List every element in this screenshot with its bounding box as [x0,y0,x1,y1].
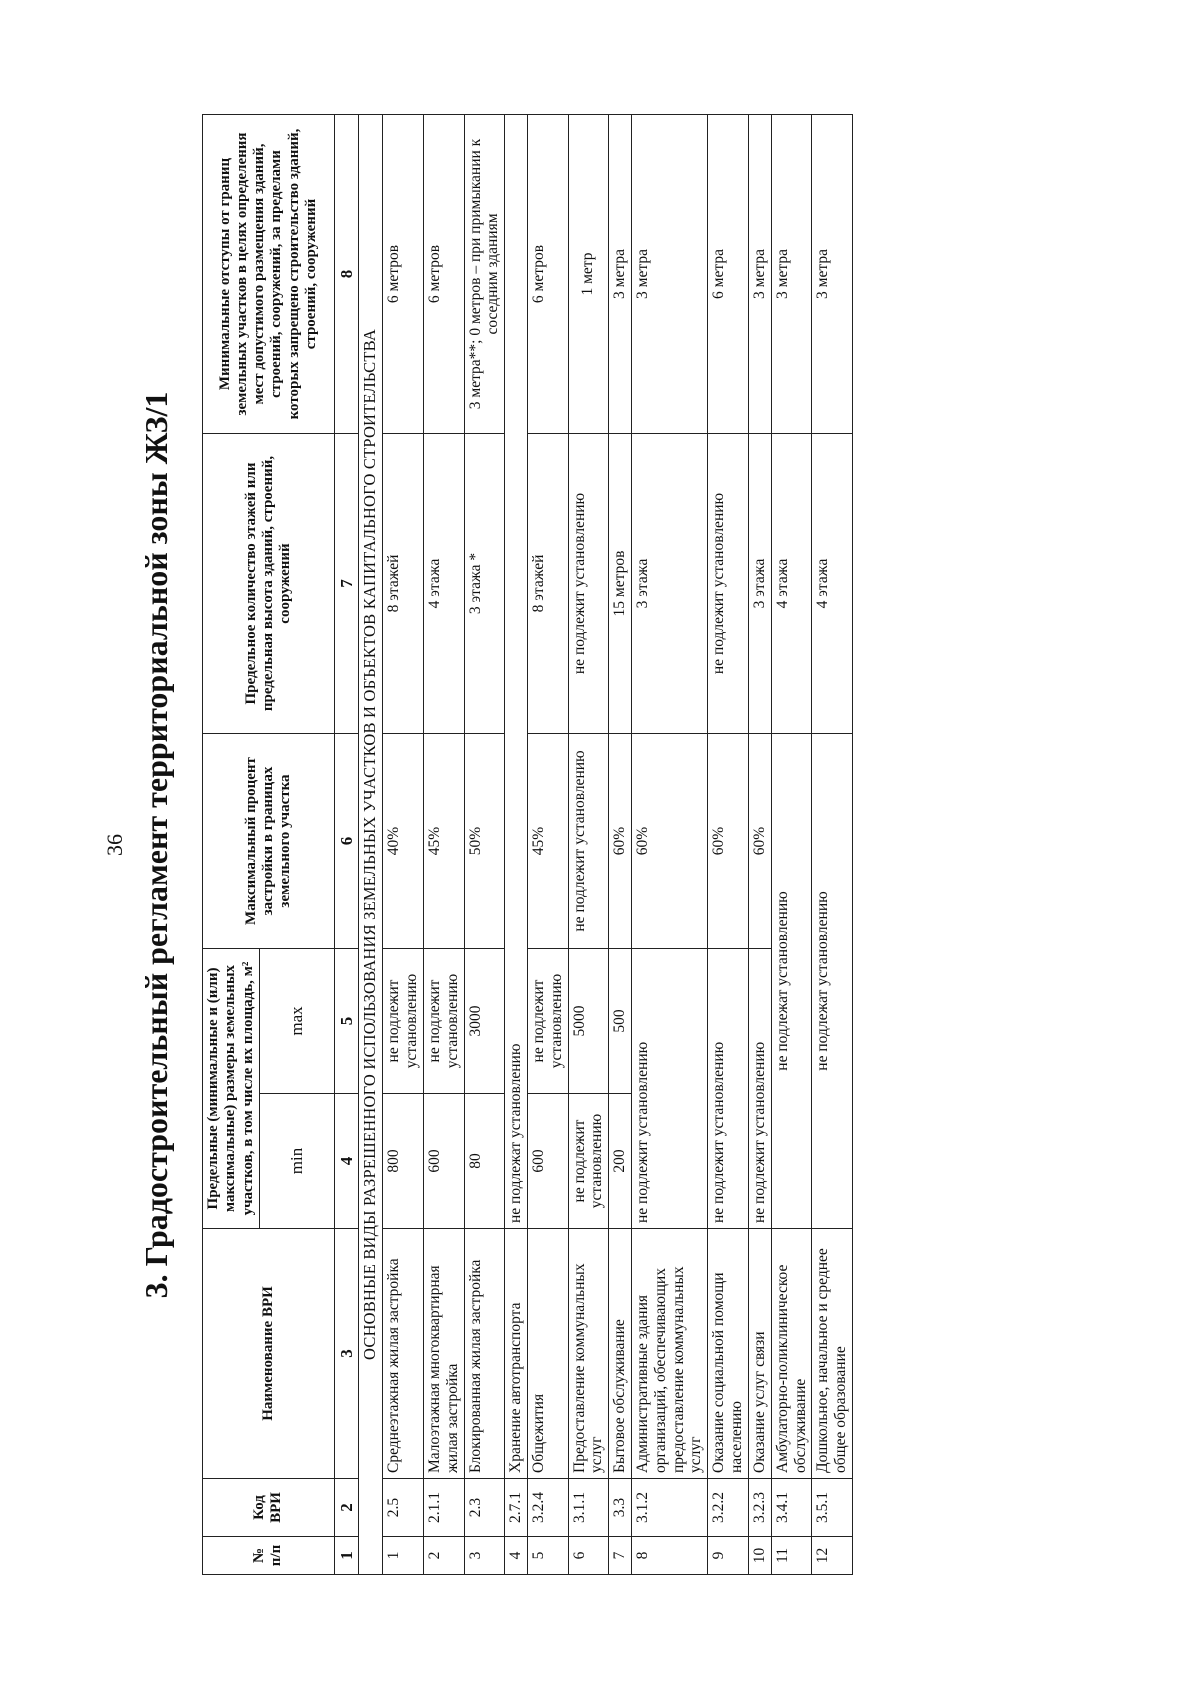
col-header-name: Наименование ВРИ [203,1229,335,1479]
row-setback: 3 метра [771,115,812,434]
col-header-floors: Предельное количество этажей или предельная высота зданий, строений, сооружений [203,434,335,734]
row-code: 2.7.1 [505,1479,528,1537]
rotated-page [90,110,1090,1580]
row-name: Оказание услуг связи [748,1229,771,1479]
row-number: 7 [609,1537,632,1575]
row-setback: 6 метров [527,115,568,434]
table-row [464,115,505,1575]
row-max: 3000 [464,949,505,1094]
col-number: 5 [334,949,359,1094]
col-number: 2 [334,1479,359,1537]
row-floors: 15 метров [609,434,632,734]
row-number: 11 [771,1537,812,1575]
row-minmax: не подлежит установлению [632,949,708,1229]
row-minmaxpct: не подлежат установлению [812,734,853,1229]
row-code: 3.2.2 [708,1479,749,1537]
column-number-row [334,115,359,1575]
row-setback: 6 метров [383,115,424,434]
header-row [203,115,260,1575]
row-max: не подлежит установлению [383,949,424,1094]
table-row [609,115,632,1575]
row-setback: 3 метра [632,115,708,434]
row-code: 3.2.3 [748,1479,771,1537]
row-setback: 3 метра [609,115,632,434]
row-percent: 60% [708,734,749,949]
row-minmaxpct: не подлежат установлению [771,734,812,1229]
table-row [568,115,609,1575]
regulation-table [202,114,853,1575]
row-merged-values: не подлежат установлению [505,115,528,1229]
row-minmax: не подлежит установлению [748,949,771,1229]
row-code: 3.2.4 [527,1479,568,1537]
row-code: 3.5.1 [812,1479,853,1537]
row-number: 10 [748,1537,771,1575]
col-header-min: min [259,1094,334,1229]
row-percent: 50% [464,734,505,949]
row-number: 6 [568,1537,609,1575]
row-max: 5000 [568,949,609,1094]
page-title: 3. Градостроительный регламент территориальной зоны ЖЗ/1 [138,391,174,1299]
row-percent: не подлежит установлению [568,734,609,949]
row-floors: не подлежит установлению [568,434,609,734]
row-number: 4 [505,1537,528,1575]
table-row [527,115,568,1575]
col-number: 4 [334,1094,359,1229]
col-header-setback: Минимальные отступы от границ земельных участков в целях определения мест допустимого размещения зданий, строений, сооружений, за пределами которых запрещено строительство зданий, строений, сооружений [203,115,335,434]
row-minmax: не подлежит установлению [708,949,749,1229]
col-header-percent: Максимальный процент застройки в границах земельного участка [203,734,335,949]
col-number: 6 [334,734,359,949]
table-row [505,115,528,1575]
row-number: 8 [632,1537,708,1575]
row-setback: 3 метра [812,115,853,434]
col-header-max: max [259,949,334,1094]
row-number: 2 [423,1537,464,1575]
row-floors: 4 этажа [812,434,853,734]
section-row [359,115,383,1575]
row-name: Общежития [527,1229,568,1479]
row-number: 5 [527,1537,568,1575]
row-max: не подлежит установлению [527,949,568,1094]
table-row [383,115,424,1575]
col-number: 8 [334,115,359,434]
section-title: ОСНОВНЫЕ ВИДЫ РАЗРЕШЕННОГО ИСПОЛЬЗОВАНИЯ ЗЕМЕЛЬНЫХ УЧАСТКОВ И ОБЪЕКТОВ КАПИТАЛЬНОГО СТРОИТЕЛЬСТВА [359,115,383,1575]
table-row [708,115,749,1575]
row-name: Среднеэтажная жилая застройка [383,1229,424,1479]
row-name: Малоэтажная многоквартирная жилая застройка [423,1229,464,1479]
row-min: 800 [383,1094,424,1229]
row-floors: 3 этажа [632,434,708,734]
row-percent: 40% [383,734,424,949]
row-name: Предоставление коммунальных услуг [568,1229,609,1479]
row-floors: 4 этажа [423,434,464,734]
table-row [748,115,771,1575]
row-code: 2.5 [383,1479,424,1537]
table-row [812,115,853,1575]
row-min: 600 [423,1094,464,1229]
row-min: 80 [464,1094,505,1229]
col-header-size: Предельные (минимальные и (или) максимальные) размеры земельных участков, в том числе их площадь, м² [203,949,260,1229]
row-floors: 4 этажа [771,434,812,734]
row-code: 3.1.1 [568,1479,609,1537]
row-max: 500 [609,949,632,1094]
row-name: Административные здания организаций, обеспечивающих предоставление коммунальных услуг [632,1229,708,1479]
row-min: 600 [527,1094,568,1229]
row-percent: 60% [748,734,771,949]
page-number: 36 [102,834,127,856]
row-setback: 6 метра [708,115,749,434]
row-name: Блокированная жилая застройка [464,1229,505,1479]
col-number: 7 [334,434,359,734]
row-floors: не подлежит установлению [708,434,749,734]
row-floors: 3 этажа * [464,434,505,734]
row-code: 2.1.1 [423,1479,464,1537]
row-setback: 6 метров [423,115,464,434]
table-row [423,115,464,1575]
row-number: 1 [383,1537,424,1575]
row-min: не подлежит установлению [568,1094,609,1229]
row-code: 3.1.2 [632,1479,708,1537]
row-percent: 45% [527,734,568,949]
row-number: 3 [464,1537,505,1575]
row-setback: 3 метра**; 0 метров – при примыкании к соседним зданиям [464,115,505,434]
row-name: Дошкольное, начальное и среднее общее образование [812,1229,853,1479]
row-number: 12 [812,1537,853,1575]
row-percent: 45% [423,734,464,949]
table-row [632,115,708,1575]
row-floors: 3 этажа [748,434,771,734]
row-max: не подлежит установлению [423,949,464,1094]
row-percent: 60% [632,734,708,949]
row-floors: 8 этажей [383,434,424,734]
row-floors: 8 этажей [527,434,568,734]
row-name: Оказание социальной помощи населению [708,1229,749,1479]
row-setback: 1 метр [568,115,609,434]
row-percent: 60% [609,734,632,949]
col-number: 3 [334,1229,359,1479]
col-number: 1 [334,1537,359,1575]
row-name: Хранение автотранспорта [505,1229,528,1479]
row-number: 9 [708,1537,749,1575]
row-name: Бытовое обслуживание [609,1229,632,1479]
table-row [771,115,812,1575]
row-min: 200 [609,1094,632,1229]
col-header-no: № п/п [203,1537,335,1575]
row-code: 3.4.1 [771,1479,812,1537]
row-code: 2.3 [464,1479,505,1537]
col-header-code: Код ВРИ [203,1479,335,1537]
row-name: Амбулаторно-поликлиническое обслуживание [771,1229,812,1479]
row-code: 3.3 [609,1479,632,1537]
row-setback: 3 метра [748,115,771,434]
